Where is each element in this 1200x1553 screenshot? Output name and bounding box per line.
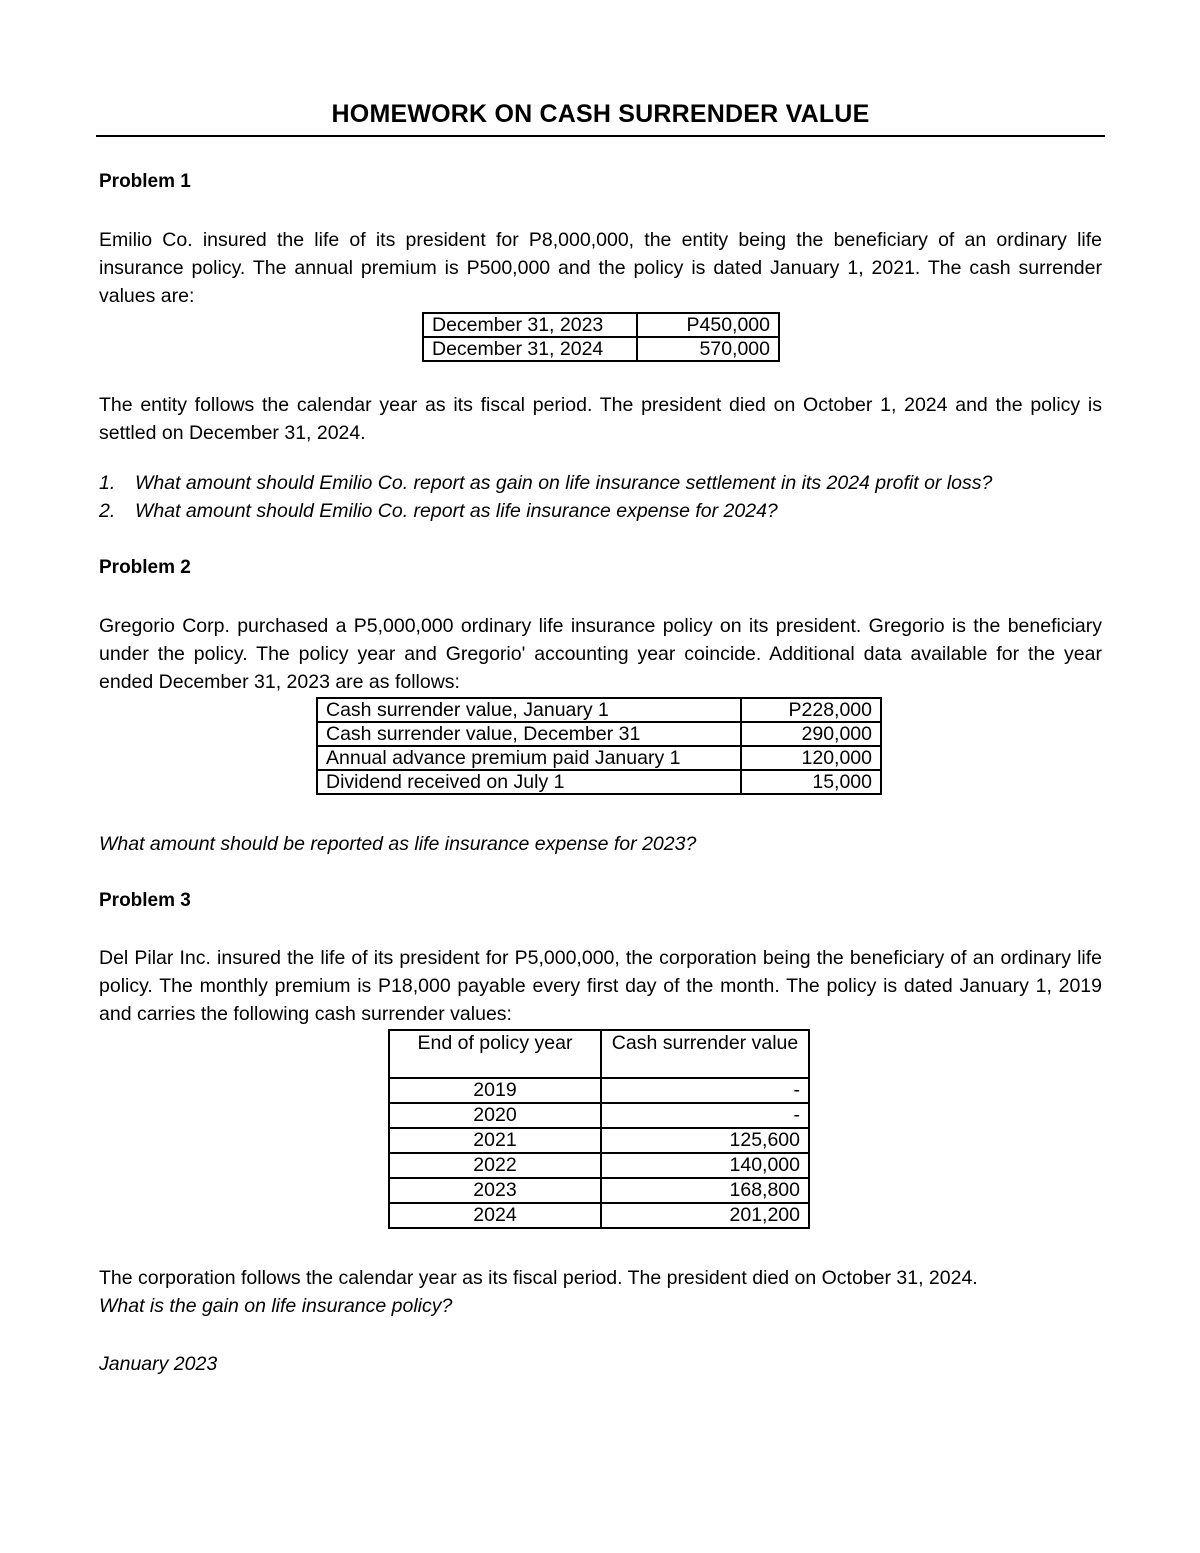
problem-1-question-1 (99, 469, 1102, 497)
table-header-row (389, 1030, 809, 1078)
table-cell-value: 290,000 (741, 722, 881, 746)
table-cell-year: 2022 (389, 1153, 601, 1178)
column-header-year: End of policy year (389, 1030, 601, 1078)
problem-1-question-2 (99, 497, 1102, 525)
question-number: 2. (99, 500, 116, 522)
problem-3-question: What is the gain on life insurance policy? (99, 1295, 453, 1317)
table-cell-value: - (601, 1103, 809, 1128)
table-cell-value: 140,000 (601, 1153, 809, 1178)
table-row (389, 1078, 809, 1103)
table-cell-value: 168,800 (601, 1178, 809, 1203)
table-cell-year: 2020 (389, 1103, 601, 1128)
problem-3-intro: Del Pilar Inc. insured the life of its president for P5,000,000, the corporation being the beneficiary of an ordinary life policy. The monthly premium is P18,000 payable every first day of the month. The policy is dated January 1, 2019 and carries the following cash surrender values: (99, 947, 1102, 1025)
table-cell-item: Dividend received on July 1 (317, 770, 741, 794)
table-cell-value: 120,000 (741, 746, 881, 770)
problem-1-intro: Emilio Co. insured the life of its president for P8,000,000, the entity being the beneficiary of an ordinary life insurance policy. The annual premium is P500,000 and the policy is dated January 1, 2021. The cash surrender values are: (99, 229, 1102, 307)
table-cell-date: December 31, 2023 (423, 313, 637, 337)
table-cell-year: 2019 (389, 1078, 601, 1103)
table-row (317, 722, 881, 746)
problem-3-csv-table (388, 1029, 810, 1229)
table-row (423, 313, 779, 337)
table-row (423, 337, 779, 361)
problem-2-question: What amount should be reported as life insurance expense for 2023? (99, 833, 697, 855)
table-cell-item: Cash surrender value, January 1 (317, 698, 741, 722)
problem-1-heading: Problem 1 (99, 171, 191, 192)
column-header-value: Cash surrender value (601, 1030, 809, 1078)
question-number: 1. (99, 472, 116, 494)
problem-3-heading: Problem 3 (99, 890, 191, 911)
table-row (389, 1128, 809, 1153)
problem-2-heading: Problem 2 (99, 557, 191, 578)
table-cell-value: P450,000 (637, 313, 779, 337)
footer-date: January 2023 (99, 1353, 218, 1375)
table-cell-date: December 31, 2024 (423, 337, 637, 361)
problem-1-csv-table (422, 312, 780, 362)
table-cell-item: Cash surrender value, December 31 (317, 722, 741, 746)
table-row (389, 1153, 809, 1178)
table-cell-year: 2021 (389, 1128, 601, 1153)
table-cell-value: 201,200 (601, 1203, 809, 1228)
table-cell-value: - (601, 1078, 809, 1103)
table-row (389, 1178, 809, 1203)
title-rule (96, 135, 1105, 137)
question-text: What amount should Emilio Co. report as life insurance expense for 2024? (135, 500, 778, 522)
table-cell-value: 15,000 (741, 770, 881, 794)
problem-1-facts: The entity follows the calendar year as its fiscal period. The president died on October 1, 2024 and the policy is settled on December 31, 2024. (99, 394, 1102, 444)
table-cell-value: P228,000 (741, 698, 881, 722)
table-cell-year: 2024 (389, 1203, 601, 1228)
table-row (389, 1203, 809, 1228)
table-row (317, 770, 881, 794)
table-row (317, 698, 881, 722)
table-cell-year: 2023 (389, 1178, 601, 1203)
table-row (389, 1103, 809, 1128)
table-cell-item: Annual advance premium paid January 1 (317, 746, 741, 770)
problem-2-intro: Gregorio Corp. purchased a P5,000,000 ordinary life insurance policy on its president. Gregorio is the beneficiary under the policy. The policy year and Gregorio' accounting year coincide. Additional data available for the year ended December 31, 2023 are as follows: (99, 615, 1102, 693)
question-text: What amount should Emilio Co. report as gain on life insurance settlement in its 2024 profit or loss? (135, 472, 993, 494)
problem-3-facts: The corporation follows the calendar year as its fiscal period. The president died on October 31, 2024. (99, 1267, 978, 1289)
problem-2-data-table (316, 697, 882, 795)
page-title: HOMEWORK ON CASH SURRENDER VALUE (331, 100, 870, 128)
table-cell-value: 570,000 (637, 337, 779, 361)
table-cell-value: 125,600 (601, 1128, 809, 1153)
table-row (317, 746, 881, 770)
